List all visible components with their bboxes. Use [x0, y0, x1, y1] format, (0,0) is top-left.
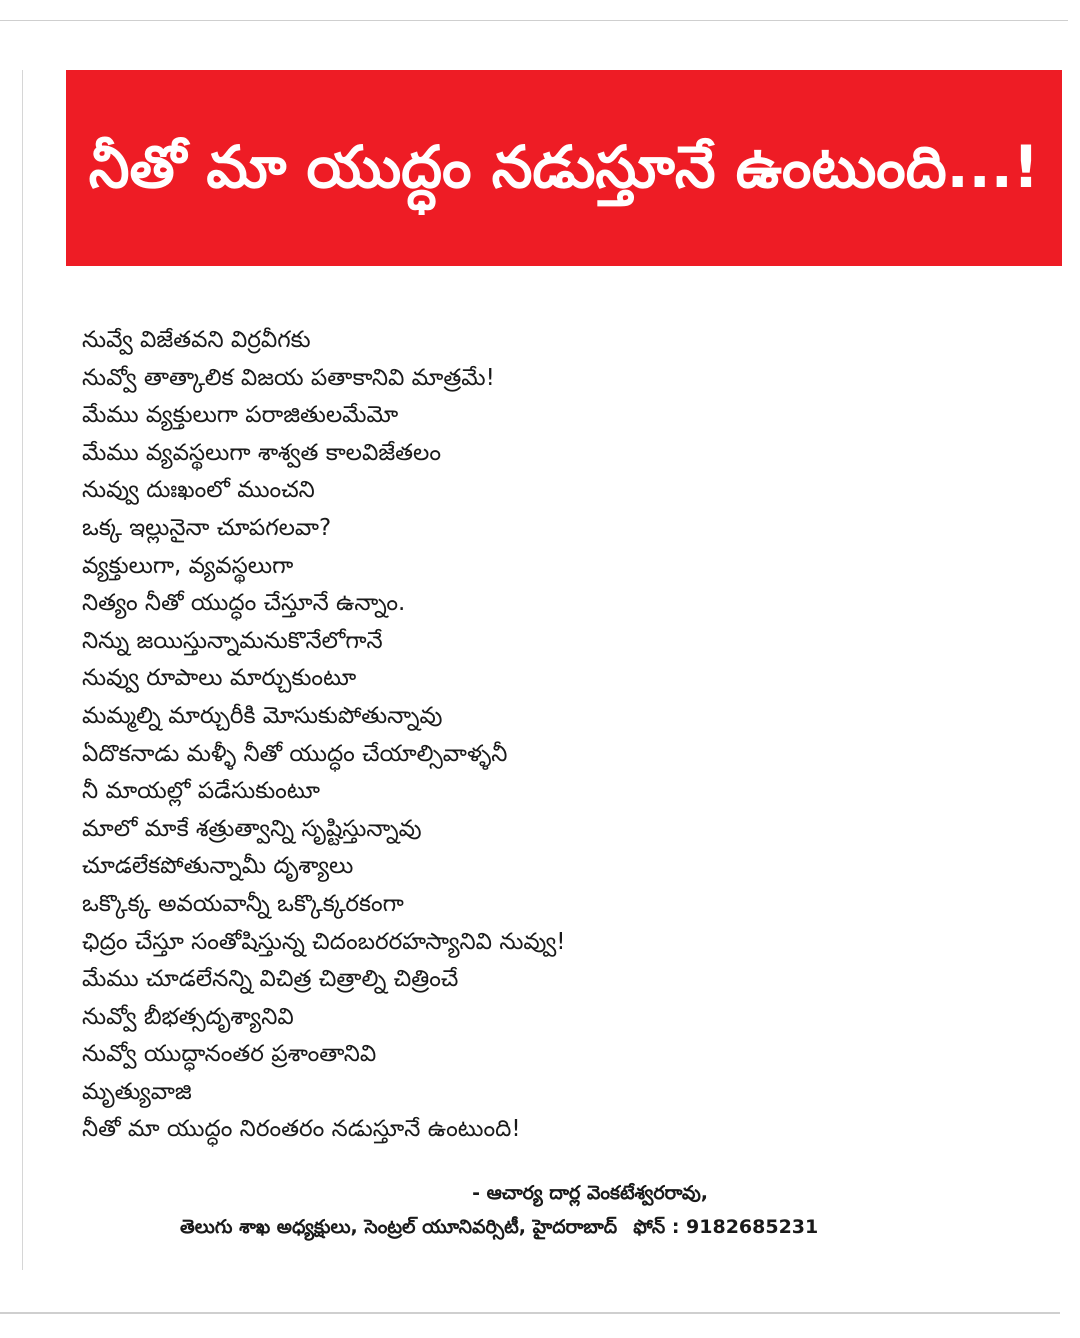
- poem-line: నువ్వు రూపాలు మార్చుకుంటూ: [82, 665, 357, 692]
- poem-line: వ్యక్తులుగా, వ్యవస్థలుగా: [82, 552, 294, 579]
- poem-line: చూడలేకపోతున్నామీ దృశ్యాలు: [82, 853, 354, 880]
- poem-line: ఛిద్రం చేస్తూ సంతోషిస్తున్న చిదంబరరహస్యానివి నువ్వు!: [82, 928, 566, 955]
- poem-line: నువ్వో బీభత్సదృశ్యానివి: [82, 1003, 294, 1030]
- poem-line: ఒక్కొక్క అవయవాన్నీ ఒక్కొక్కరకంగా: [82, 890, 404, 917]
- author-byline: - ఆచార్య దార్ల వెంకటేశ్వరరావు,: [472, 1182, 708, 1204]
- poem-line: ఏదొకనాడు మళ్ళీ నీతో యుద్ధం చేయాల్సివాళ్ళనీ: [82, 740, 508, 767]
- poem-line: మమ్మల్ని మార్చురీకి మోసుకుపోతున్నావు: [82, 702, 443, 729]
- poem-line: మృత్యువాజి: [82, 1078, 192, 1105]
- headline-banner: [66, 70, 1062, 266]
- poem-line: నువ్వే విజేతవని విర్రవీగకు: [82, 327, 311, 353]
- poem-line: నీ మాయల్లో పడేసుకుంటూ: [82, 778, 320, 805]
- affiliation-text: తెలుగు శాఖ అధ్యక్షులు, సెంట్రల్ యూనివర్సిటీ, హైదరాబాద్: [180, 1216, 618, 1238]
- poem-line: మాలో మాకే శత్రుత్వాన్ని సృష్టిస్తున్నావు: [82, 815, 422, 842]
- poem-line: మేము వ్యవస్థలుగా శాశ్వత కాలవిజేతలం: [82, 439, 441, 466]
- left-column-divider: [22, 70, 23, 1270]
- poem-line: మేము వ్యక్తులుగా పరాజితులమేమో: [82, 402, 399, 429]
- poem-line: నువ్వో తాత్కాలిక విజయ పతాకానివి మాత్రమే!: [82, 364, 495, 391]
- poem-line: మేము చూడలేనన్ని విచిత్ర చిత్రాల్ని చిత్రించే: [82, 966, 459, 993]
- author-affiliation: [180, 1216, 818, 1243]
- bottom-divider: [0, 1312, 1060, 1314]
- headline-title: నీతో మా యుద్ధం నడుస్తూనే ఉంటుంది...!: [88, 133, 1040, 202]
- poem-body: [82, 322, 982, 1149]
- poem-line: నిత్యం నీతో యుద్ధం చేస్తూనే ఉన్నాం.: [82, 590, 406, 617]
- poem-line: నీతో మా యుద్ధం నిరంతరం నడుస్తూనే ఉంటుంది!: [82, 1116, 521, 1143]
- poem-line: ఒక్క ఇల్లునైనా చూపగలవా?: [82, 514, 332, 541]
- poem-line: నిన్ను జయిస్తున్నామనుకొనేలోగానే: [82, 627, 383, 654]
- top-divider: [0, 20, 1068, 21]
- poem-line: నువ్వో యుద్ధానంతర ప్రశాంతానివి: [82, 1041, 377, 1068]
- poem-line: నువ్వు దుఃఖంలో ముంచని: [82, 477, 315, 504]
- phone-number: ఫోన్ : 9182685231: [633, 1216, 819, 1238]
